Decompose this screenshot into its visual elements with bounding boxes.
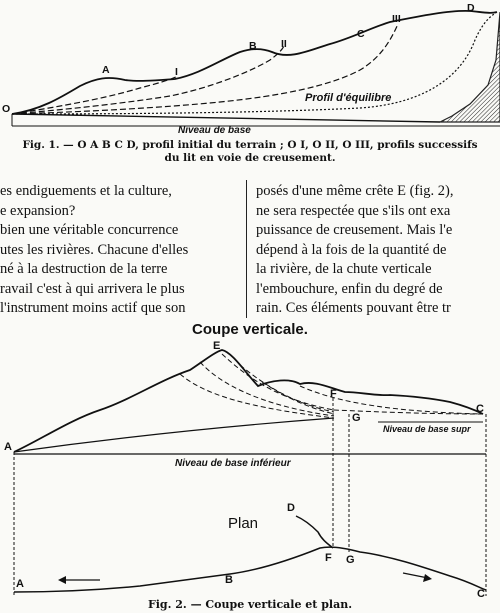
profile-label-I: I bbox=[175, 66, 178, 78]
fig2-label-A: A bbox=[4, 441, 12, 453]
base-level-label: Niveau de base bbox=[178, 125, 251, 136]
left-line-2: e expansion? bbox=[0, 202, 76, 219]
plan-label-B: B bbox=[225, 574, 233, 586]
left-line-1: es endiguements et la culture, bbox=[0, 183, 172, 199]
left-text-column bbox=[0, 182, 238, 319]
figure-1-caption-line-2: du lit en voie de creusement. bbox=[164, 152, 336, 164]
left-line-7: l'instrument moins actif que son bbox=[0, 300, 186, 316]
fig2-label-G: G bbox=[352, 412, 361, 424]
right-line-1: posés d'une même crête E (fig. 2), bbox=[256, 183, 454, 199]
plan-label-F: F bbox=[325, 552, 332, 564]
figure-2-caption: Fig. 2. — Coupe verticale et plan. bbox=[147, 598, 353, 611]
base-level-line bbox=[12, 114, 440, 122]
plan-label-A: A bbox=[16, 578, 24, 590]
profile-label-III: III bbox=[392, 13, 401, 25]
fig2-label-C: C bbox=[476, 403, 484, 415]
point-label-B: B bbox=[249, 40, 257, 52]
plan-label-G: G bbox=[346, 554, 355, 566]
point-label-D: D bbox=[467, 2, 475, 14]
figure-1-caption-line-1: Fig. 1. — O A B C D, profil initial du terrain ; O I, O II, O III, profils successifs bbox=[22, 139, 478, 151]
right-line-5: la rivière, de la chute verticale bbox=[256, 261, 432, 277]
profile-label-II: II bbox=[281, 38, 287, 50]
fig2-label-F: F bbox=[330, 388, 337, 400]
left-line-6: ravail c'est à qui arrivera le plus bbox=[0, 280, 185, 297]
figure-1-caption bbox=[0, 139, 500, 165]
left-line-3: bien une véritable concurrence bbox=[0, 222, 179, 238]
fig2-label-E: E bbox=[213, 340, 221, 352]
upper-base-level-label: Niveau de base supr bbox=[383, 424, 471, 434]
right-line-6: l'embouchure, enfin du degré de bbox=[256, 280, 443, 297]
figure-2-title: Coupe verticale. bbox=[192, 321, 308, 338]
left-line-5: né à la destruction de la terre bbox=[0, 261, 168, 277]
right-line-7: rain. Ces éléments pouvant être tr bbox=[256, 300, 451, 316]
point-label-O: O bbox=[2, 103, 11, 115]
plan-label: Plan bbox=[228, 515, 259, 532]
initial-profile-line bbox=[12, 11, 497, 114]
right-line-2: ne sera respectée que s'ils ont exa bbox=[256, 202, 451, 219]
ridge-profile-line bbox=[14, 350, 483, 452]
point-label-C: C bbox=[357, 28, 365, 40]
lower-base-level-label: Niveau de base inférieur bbox=[175, 458, 291, 469]
point-label-A: A bbox=[102, 64, 110, 76]
right-text-column bbox=[256, 182, 500, 319]
plan-label-C: C bbox=[477, 588, 485, 600]
equilibrium-profile-label: Profil d'équilibre bbox=[305, 92, 392, 104]
left-line-4: utes les rivières. Chacune d'elles bbox=[0, 241, 189, 258]
right-line-3: puissance de creusement. Mais l'e bbox=[256, 222, 453, 238]
column-divider bbox=[246, 180, 247, 318]
plan-river-line bbox=[14, 547, 486, 592]
plan-label-D: D bbox=[287, 502, 295, 514]
equilibrium-profile-line bbox=[12, 13, 496, 114]
right-line-4: dépend à la fois de la quantité de bbox=[256, 241, 447, 258]
